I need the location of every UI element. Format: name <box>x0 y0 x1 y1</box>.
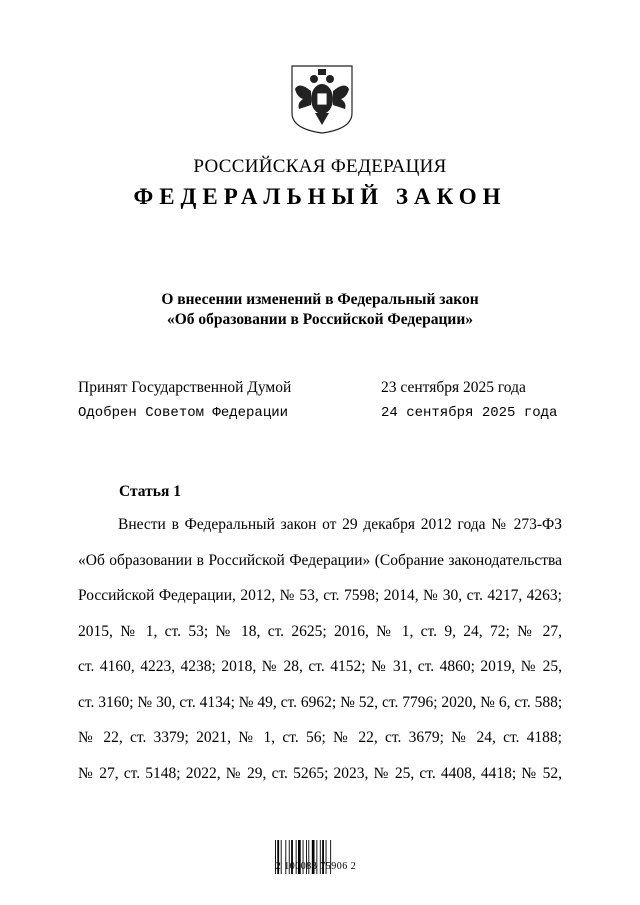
body-line: № 22, ст. 3379; 2021, № 1, ст. 56; № 22, ст. 3679; № 24, ст. 4188; <box>78 729 562 746</box>
law-title-line-2: «Об образовании в Российской Федерации» <box>166 311 474 328</box>
body-line: ст. 4160, 4223, 4238; 2018, № 28, ст. 4152; № 31, ст. 4860; 2019, № 25, <box>78 658 562 675</box>
law-title-line-1: О внесении изменений в Федеральный закон <box>161 291 479 308</box>
law-title <box>0 290 640 330</box>
article-body <box>78 516 562 800</box>
council-approval-label: Одобрен Советом Федерации <box>78 405 289 421</box>
law-type-heading: ФЕДЕРАЛЬНЫЙ ЗАКОН <box>133 184 507 209</box>
article-heading: Статья 1 <box>119 483 181 500</box>
coat-of-arms-icon <box>289 63 355 135</box>
body-line: № 27, ст. 5148; 2022, № 29, ст. 5265; 2023, № 25, ст. 4408, 4418; № 52, <box>78 764 562 782</box>
body-line: Российской Федерации, 2012, № 53, ст. 7598; 2014, № 30, ст. 4217, 4263; <box>78 587 562 604</box>
country-heading: РОССИЙСКАЯ ФЕДЕРАЦИЯ <box>193 156 447 177</box>
council-approval-date: 24 сентября 2025 года <box>381 405 558 421</box>
barcode-icon <box>273 820 357 890</box>
duma-adoption-date: 23 сентября 2025 года <box>381 379 526 396</box>
body-line: 2015, № 1, ст. 53; № 18, ст. 2625; 2016, № 1, ст. 9, 24, 72; № 27, <box>78 622 562 640</box>
body-line: Внести в Федеральный закон от 29 декабря 2012 года № 273-ФЗ <box>118 516 562 533</box>
barcode-number: 2 100088 75906 2 <box>275 861 357 872</box>
body-line: ст. 3160; № 30, ст. 4134; № 49, ст. 6962; № 52, ст. 7796; 2020, № 6, ст. 588; <box>78 693 563 711</box>
duma-adoption-label: Принят Государственной Думой <box>78 379 292 396</box>
body-line: «Об образовании в Российской Федерации» (Собрание законодательства <box>78 551 562 569</box>
